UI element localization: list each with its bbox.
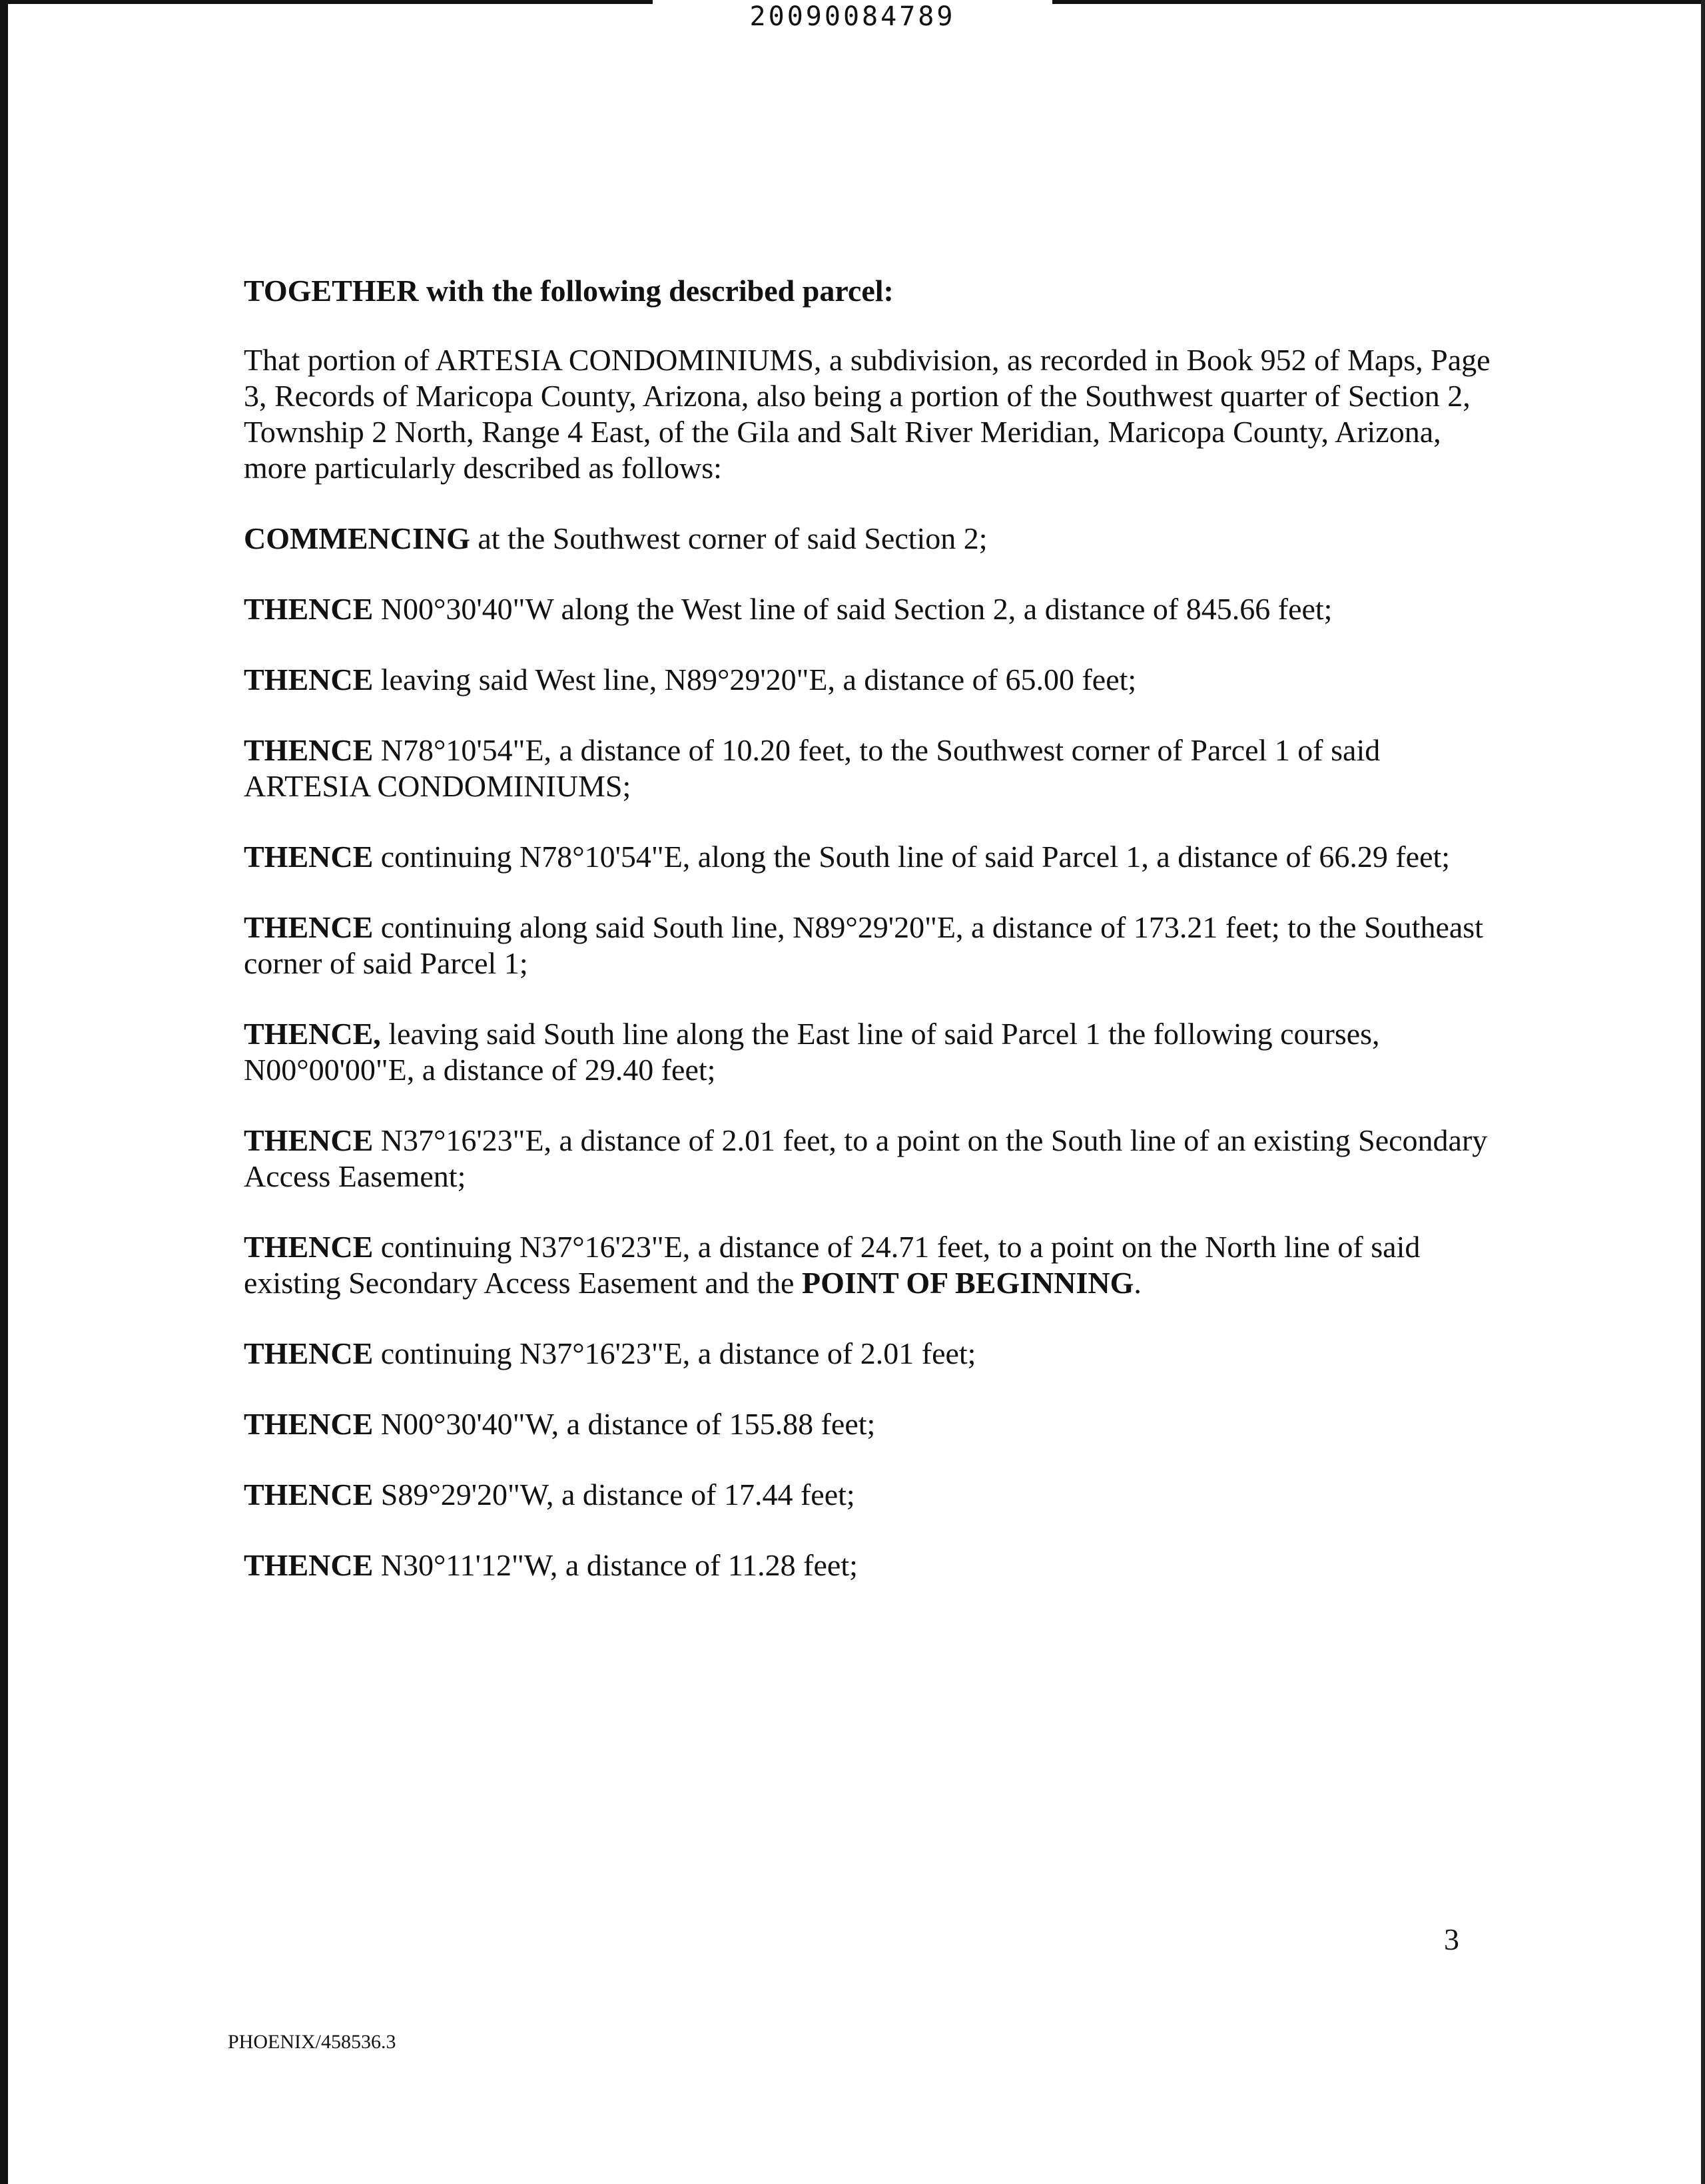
course-6 <box>244 1016 1509 1088</box>
course-keyword: THENCE <box>244 1407 374 1441</box>
course-text: S89°29'20"W, a distance of 17.44 feet; <box>373 1478 855 1511</box>
course-keyword: COMMENCING <box>244 521 470 555</box>
course-text: N78°10'54"E, a distance of 10.20 feet, to the Southwest corner of Parcel 1 of said ARTESIA CONDOMINIUMS; <box>244 733 1381 803</box>
course-4 <box>244 839 1509 875</box>
course-text: leaving said South line along the East line of said Parcel 1 the following courses, N00°00'00"E, a distance of 29.40 feet; <box>244 1017 1380 1087</box>
course-text: N30°11'12"W, a distance of 11.28 feet; <box>373 1548 858 1582</box>
course-10 <box>244 1406 1509 1442</box>
course-1 <box>244 591 1509 627</box>
course-text: N00°30'40"W along the West line of said Section 2, a distance of 845.66 feet; <box>373 592 1333 626</box>
course-point-of-beginning <box>244 1229 1509 1301</box>
course-text: leaving said West line, N89°29'20"E, a distance of 65.00 feet; <box>373 663 1137 696</box>
course-keyword: THENCE, <box>244 1017 381 1051</box>
scan-edge-right <box>1701 0 1705 2184</box>
course-keyword: THENCE <box>244 663 374 696</box>
course-keyword: THENCE <box>244 910 374 944</box>
course-3 <box>244 732 1509 804</box>
course-2 <box>244 662 1509 698</box>
course-keyword: THENCE <box>244 1123 374 1157</box>
course-end: . <box>1134 1266 1142 1300</box>
section-heading: TOGETHER with the following described parcel: <box>244 274 894 308</box>
course-11 <box>244 1477 1509 1513</box>
course-keyword: THENCE <box>244 1548 374 1582</box>
course-12 <box>244 1547 1509 1583</box>
course-keyword: THENCE <box>244 592 374 626</box>
course-text: continuing along said South line, N89°29'20"E, a distance of 173.21 feet; to the Southeast corner of said Parcel 1; <box>244 910 1483 980</box>
scan-edge-left <box>0 0 8 2184</box>
course-keyword: THENCE <box>244 1336 374 1370</box>
course-9 <box>244 1336 1509 1372</box>
point-of-beginning-label: POINT OF BEGINNING <box>801 1266 1134 1300</box>
course-text: continuing N37°16'23"E, a distance of 2.01 feet; <box>373 1336 976 1370</box>
course-5 <box>244 910 1509 981</box>
recording-number: 20090084789 <box>749 1 956 32</box>
course-text: continuing N37°16'23"E, a distance of 24.71 feet, to a point on the North line of said existing Secondary Access Easement and the <box>244 1230 1421 1300</box>
course-keyword: THENCE <box>244 1478 374 1511</box>
document-id: PHOENIX/458536.3 <box>228 2031 396 2053</box>
legal-description <box>244 273 1509 1618</box>
course-text: at the Southwest corner of said Section 2; <box>470 521 988 555</box>
course-keyword: THENCE <box>244 840 374 874</box>
course-commencing <box>244 521 1509 557</box>
page-number: 3 <box>1444 1922 1459 1956</box>
course-text: N00°30'40"W, a distance of 155.88 feet; <box>373 1407 876 1441</box>
intro-paragraph: That portion of ARTESIA CONDOMINIUMS, a subdivision, as recorded in Book 952 of Maps, Page 3, Records of Maricopa County, Arizona, also being a portion of the Southwest quarter of Section 2, Township 2 North, Range 4 East, of the Gila and Salt River Meridian, Maricopa County, Arizona, more particularly described as follows: <box>244 343 1491 485</box>
course-7 <box>244 1123 1509 1195</box>
course-keyword: THENCE <box>244 733 374 767</box>
course-text: N37°16'23"E, a distance of 2.01 feet, to a point on the South line of an existing Secondary Access Easement; <box>244 1123 1488 1193</box>
course-keyword: THENCE <box>244 1230 374 1264</box>
course-text: continuing N78°10'54"E, along the South line of said Parcel 1, a distance of 66.29 feet; <box>373 840 1451 874</box>
